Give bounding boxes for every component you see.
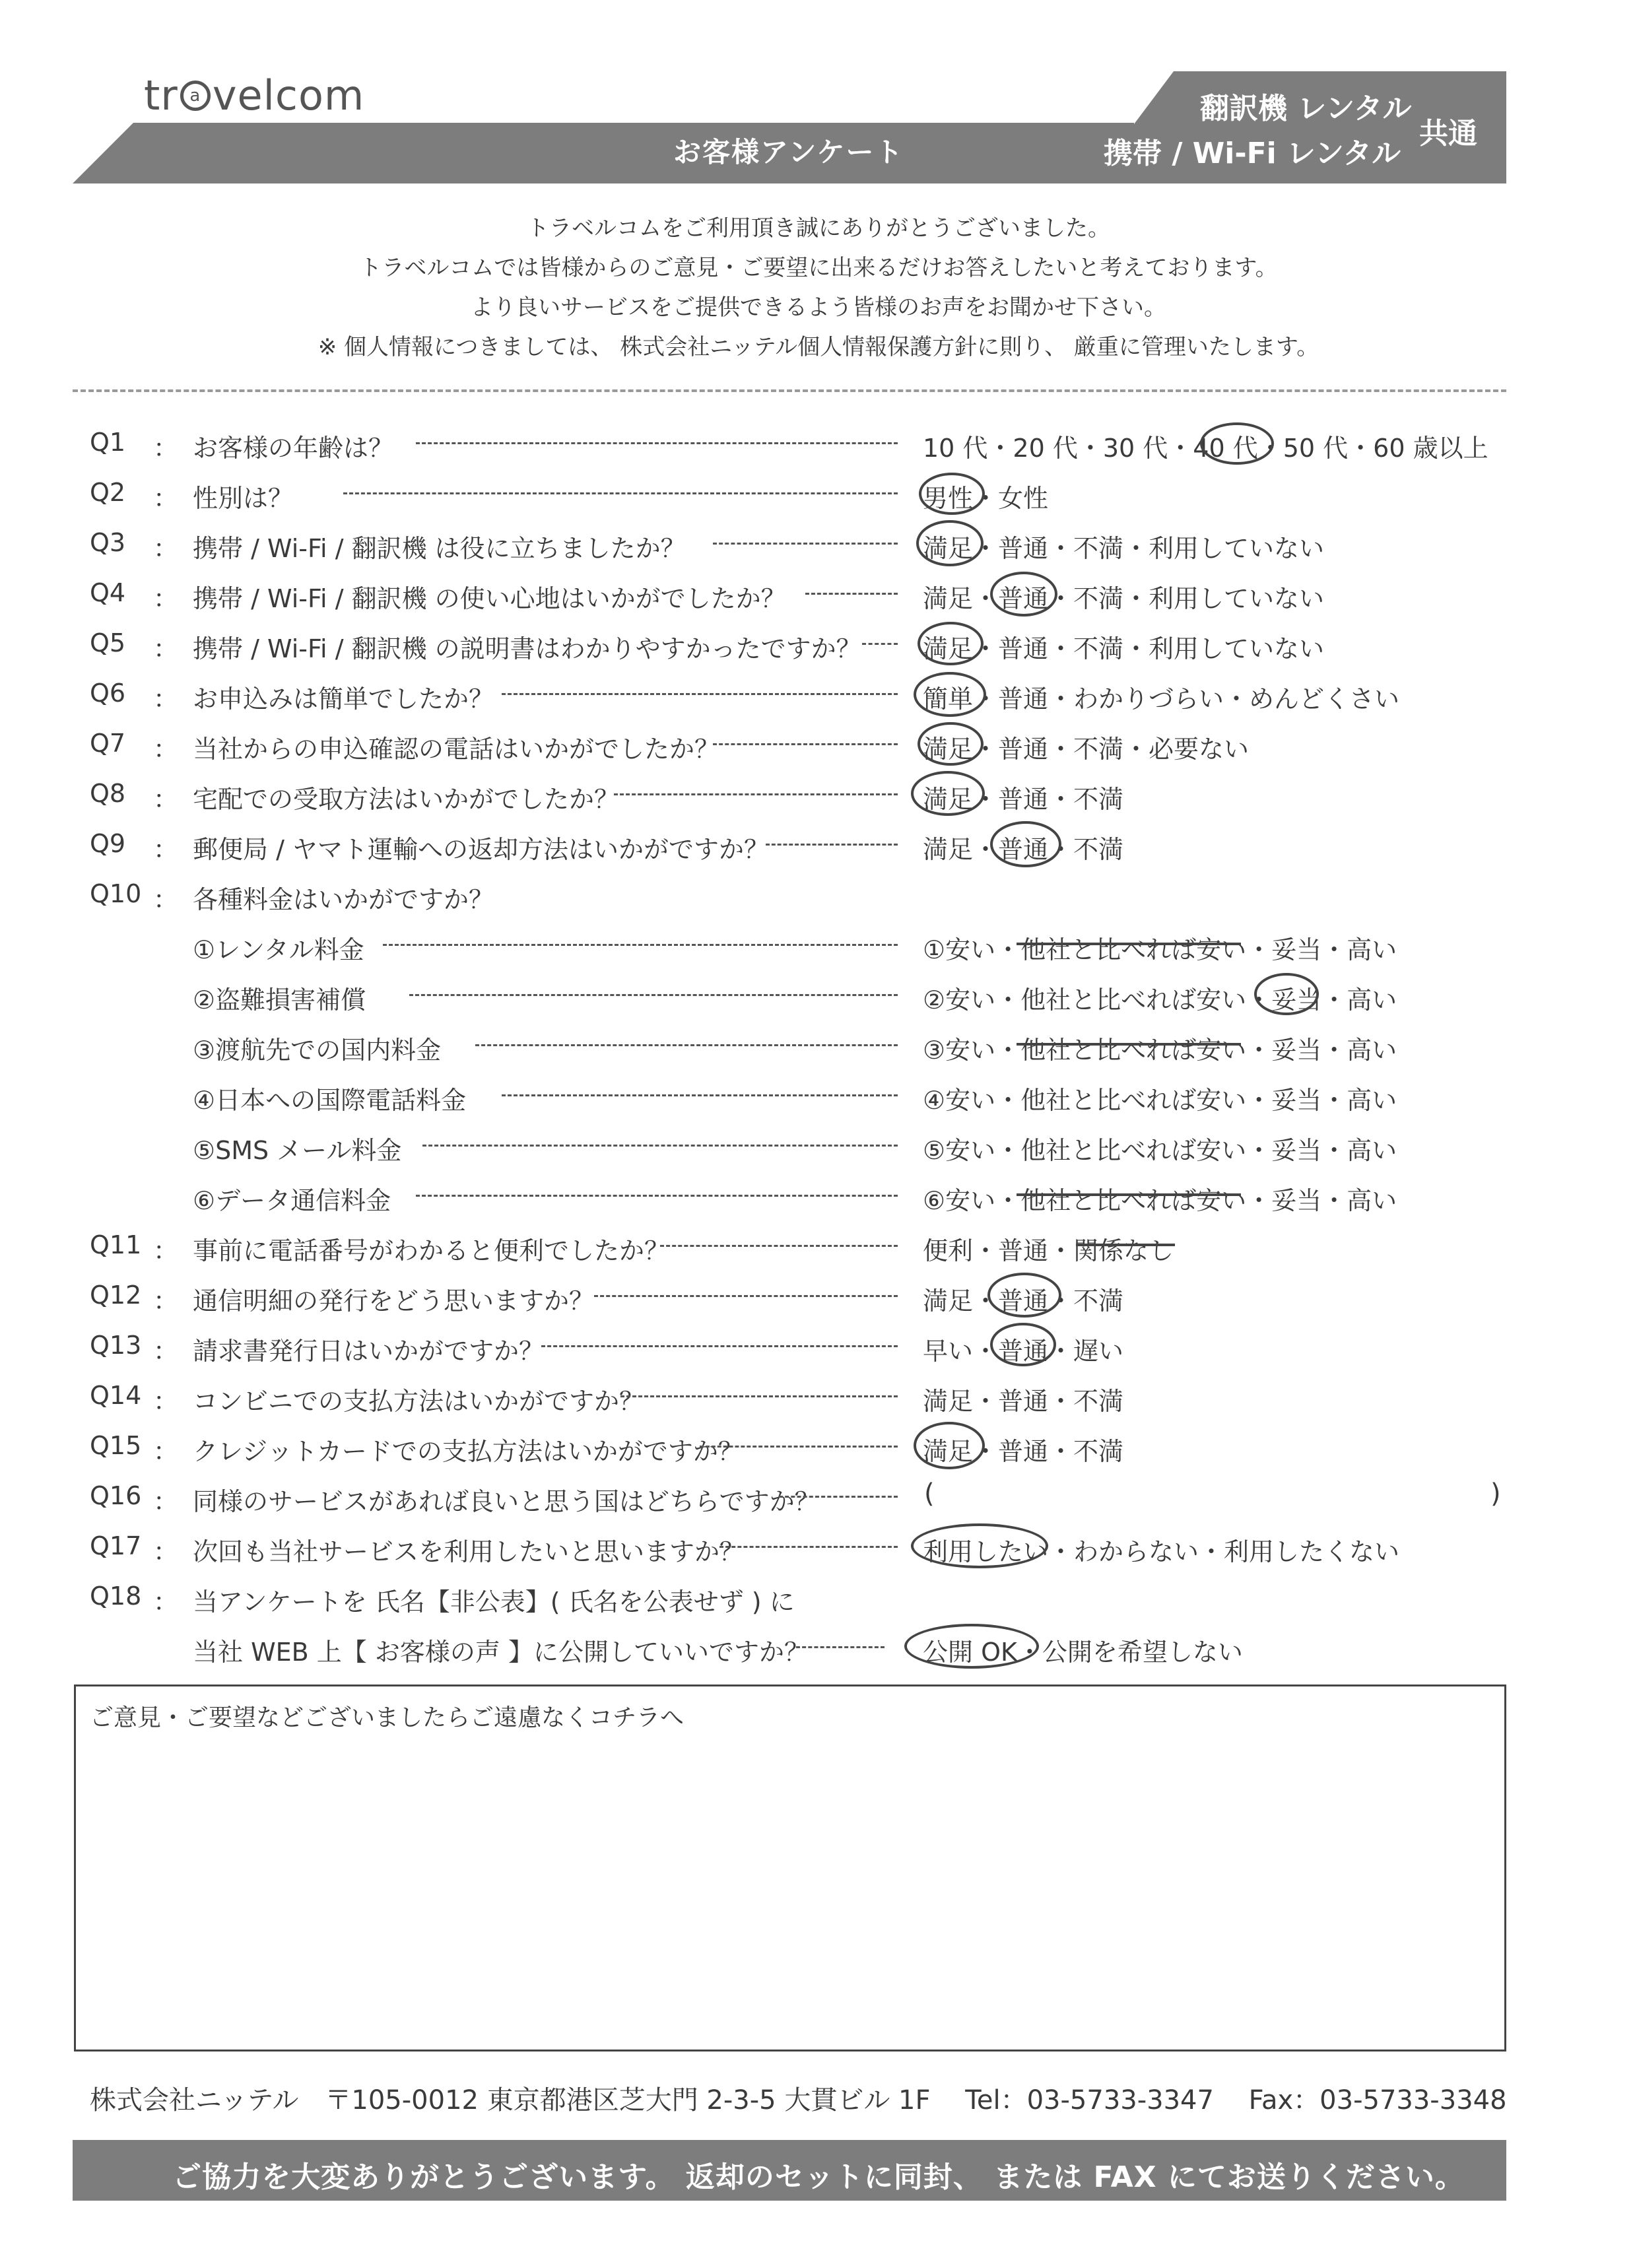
q10-colon: ： <box>153 885 179 914</box>
q11-question: 事前に電話番号がわかると便利でしたか？ <box>193 1236 670 1265</box>
q18-question-line2: 当社 WEB 上【 お客様の声 】に公開していいですか？ <box>193 1638 809 1667</box>
q8-number: Q8 <box>90 779 126 808</box>
header-banner-notch <box>73 123 133 183</box>
q6-number: Q6 <box>90 679 126 708</box>
q2-number: Q2 <box>90 478 126 507</box>
page-title: お客様アンケート <box>673 136 904 168</box>
q7-answer-options: 満足・普通・不満・必要ない <box>923 735 1250 764</box>
q5-selected-mark <box>918 622 984 665</box>
q9-answer-options: 満足・普通・不満 <box>923 835 1124 864</box>
tag-mobile-wifi-rental: 携帯 / Wi-Fi レンタル <box>1104 137 1401 170</box>
intro-line-2: トラベルコムでは皆様からのご意見・ご要望に出来るだけお答えしたいと考えております。 <box>359 255 1278 281</box>
q9-question: 郵便局 / ヤマト運輸への返却方法はいかがですか？ <box>193 835 769 864</box>
logo-mark: a <box>180 81 211 111</box>
q10-item-intl-call-label: ④日本への国際電話料金 <box>193 1086 467 1115</box>
q2-question: 性別は？ <box>193 484 294 513</box>
q8-colon: ： <box>153 785 179 814</box>
q15-answer-options: 満足・普通・不満 <box>923 1437 1124 1466</box>
q18-colon: ： <box>153 1587 179 1617</box>
q11-colon: ： <box>153 1236 179 1265</box>
q4-answer-options: 満足・普通・不満・利用していない <box>923 584 1325 613</box>
q15-colon: ： <box>153 1437 179 1466</box>
q16-question: 同様のサービスがあれば良いと思う国はどちらですか？ <box>193 1487 820 1516</box>
q9-leader <box>766 844 898 846</box>
logo-text-start: tr <box>144 71 178 119</box>
q5-answer-options: 満足・普通・不満・利用していない <box>923 634 1325 663</box>
q10-item-sms-label: ⑤SMS メール料金 <box>193 1136 402 1165</box>
q10-question: 各種料金はいかがですか？ <box>193 885 494 914</box>
service-tag-notch <box>1134 71 1174 124</box>
q13-selected-mark <box>990 1323 1056 1366</box>
q16-leader <box>779 1496 898 1498</box>
q16-colon: ： <box>153 1487 179 1516</box>
q1-answer-options: 10 代・20 代・30 代・40 代・50 代・60 歳以上 <box>923 434 1488 463</box>
q5-question: 携帯 / Wi-Fi / 翻訳機 の説明書はわかりやすかったですか？ <box>193 634 861 663</box>
q15-leader <box>700 1446 898 1448</box>
q4-colon: ： <box>153 584 179 613</box>
q10-item-domestic-mark <box>1017 1043 1241 1046</box>
q1-colon: ： <box>153 434 179 463</box>
q2-colon: ： <box>153 484 179 513</box>
q10-item-theft-answer: ②安い・他社と比べれば安い・妥当・高い <box>923 985 1397 1015</box>
comment-box[interactable] <box>74 1684 1506 2051</box>
q5-leader <box>862 643 898 645</box>
q8-question: 宅配での受取方法はいかがでしたか？ <box>193 785 620 814</box>
q12-answer-options: 満足・普通・不満 <box>923 1286 1124 1316</box>
q10-item-intl-call-answer: ④安い・他社と比べれば安い・妥当・高い <box>923 1086 1397 1115</box>
q18-number: Q18 <box>90 1582 142 1611</box>
q1-question: お客様の年齢は？ <box>193 434 394 463</box>
q18-leader <box>796 1646 885 1648</box>
q10-item-theft-mark <box>1254 973 1319 1015</box>
q15-selected-mark <box>914 1422 985 1469</box>
q7-leader <box>713 743 898 745</box>
q14-colon: ： <box>153 1387 179 1416</box>
q5-colon: ： <box>153 634 179 663</box>
q10-item-rental-answer: ①安い・他社と比べれば安い・妥当・高い <box>923 935 1397 964</box>
q11-leader <box>660 1245 898 1247</box>
q16-paren-open: ( <box>924 1479 935 1509</box>
q4-leader <box>805 593 898 595</box>
q17-leader <box>719 1546 898 1548</box>
q4-question: 携帯 / Wi-Fi / 翻訳機 の使い心地はいかがでしたか？ <box>193 584 786 613</box>
q6-answer-options: 簡単・普通・わかりづらい・めんどくさい <box>923 684 1400 714</box>
q10-item-domestic-label: ③渡航先での国内料金 <box>193 1036 442 1065</box>
comment-label: ご意見・ご要望などございましたらご遠慮なくコチラへ <box>90 1704 685 1731</box>
q8-answer-options: 満足・普通・不満 <box>923 785 1124 814</box>
q12-colon: ： <box>153 1286 179 1316</box>
q2-leader <box>343 492 898 494</box>
q9-colon: ： <box>153 835 179 864</box>
q3-question: 携帯 / Wi-Fi / 翻訳機 は役に立ちましたか？ <box>193 534 686 563</box>
q14-answer-options: 満足・普通・不満 <box>923 1387 1124 1416</box>
logo-text-end: velcom <box>212 71 365 119</box>
q2-answer-options: 男性・女性 <box>923 484 1049 513</box>
q4-selected-mark <box>990 572 1057 617</box>
q9-selected-mark <box>990 821 1061 867</box>
q6-selected-mark <box>914 672 986 717</box>
q17-number: Q17 <box>90 1531 142 1560</box>
q18-question-line1: 当アンケートを 氏名【非公表】( 氏名を公表せず ) に <box>193 1587 795 1617</box>
q10-item-domestic-leader <box>475 1044 898 1046</box>
q3-number: Q3 <box>90 528 126 557</box>
q16-number: Q16 <box>90 1481 142 1510</box>
q1-leader <box>416 442 898 444</box>
q13-number: Q13 <box>90 1331 142 1360</box>
q10-item-data-mark <box>1017 1193 1241 1196</box>
q11-selected-mark <box>1076 1244 1175 1246</box>
q3-selected-mark <box>916 520 984 566</box>
intro-line-3: より良いサービスをご提供できるよう皆様のお声をお聞かせ下さい。 <box>471 294 1166 321</box>
q10-item-rental-leader <box>383 944 898 946</box>
q15-number: Q15 <box>90 1431 142 1460</box>
q18-answer-options: 公開 OK・公開を希望しない <box>923 1638 1243 1667</box>
q1-number: Q1 <box>90 428 126 457</box>
q14-leader <box>620 1395 898 1397</box>
q11-answer-options: 便利・普通・関係なし <box>923 1236 1174 1265</box>
q3-colon: ： <box>153 534 179 563</box>
q9-number: Q9 <box>90 829 126 858</box>
q13-colon: ： <box>153 1337 179 1366</box>
q10-item-sms-answer: ⑤安い・他社と比べれば安い・妥当・高い <box>923 1136 1397 1165</box>
q5-number: Q5 <box>90 628 126 657</box>
q7-colon: ： <box>153 735 179 764</box>
q3-answer-options: 満足・普通・不満・利用していない <box>923 534 1325 563</box>
intro-line-1: トラベルコムをご利用頂き誠にありがとうございました。 <box>527 215 1110 242</box>
q15-question: クレジットカードでの支払方法はいかがですか？ <box>193 1437 743 1466</box>
q8-leader <box>614 793 898 795</box>
tag-common: 共通 <box>1419 117 1477 150</box>
q13-leader <box>541 1345 898 1347</box>
q4-number: Q4 <box>90 578 126 607</box>
q3-leader <box>713 543 898 545</box>
q10-item-rental-mark <box>1017 943 1241 945</box>
travelcom-logo <box>144 71 364 119</box>
tag-translator-rental: 翻訳機 レンタル <box>1200 92 1412 125</box>
intro-privacy-note: ※ 個人情報につきましては、 株式会社ニッテル個人情報保護方針に則り、 厳重に管理いたします。 <box>317 334 1320 360</box>
q12-number: Q12 <box>90 1281 142 1310</box>
q10-item-intl-call-leader <box>502 1094 898 1096</box>
q18-selected-mark <box>904 1624 1039 1669</box>
q1-selected-mark <box>1200 422 1274 465</box>
company-contact: 株式会社ニッテル 〒105-0012 東京都港区芝大門 2-3-5 大貫ビル 1F Tel：03-5733-3347 Fax：03-5733-3348 <box>90 2085 1507 2116</box>
footer-thanks: ご協力を大変ありがとうございます。 返却のセットに同封、 または FAX にてお送りください。 <box>172 2160 1465 2194</box>
q8-selected-mark <box>911 771 985 816</box>
q11-number: Q11 <box>90 1230 142 1259</box>
q12-question: 通信明細の発行をどう思いますか？ <box>193 1286 595 1316</box>
q10-item-domestic-answer: ③安い・他社と比べれば安い・妥当・高い <box>923 1036 1397 1065</box>
q7-selected-mark <box>918 722 984 766</box>
q17-selected-mark <box>911 1523 1048 1568</box>
q13-answer-options: 早い・普通・遅い <box>923 1337 1124 1366</box>
q7-question: 当社からの申込確認の電話はいかがでしたか？ <box>193 735 720 764</box>
q10-item-theft-leader <box>409 994 898 996</box>
q12-leader <box>594 1295 898 1297</box>
q17-question: 次回も当社サービスを利用したいと思いますか？ <box>193 1537 745 1566</box>
q10-item-data-answer: ⑥安い・他社と比べれば安い・妥当・高い <box>923 1186 1397 1215</box>
q14-number: Q14 <box>90 1381 142 1410</box>
q6-question: お申込みは簡単でしたか？ <box>193 684 494 714</box>
q10-item-data-label: ⑥データ通信料金 <box>193 1186 391 1215</box>
q10-item-theft-label: ②盗難損害補償 <box>193 985 366 1015</box>
q10-item-data-leader <box>416 1195 898 1197</box>
q17-answer-options: 利用したい・わからない・利用したくない <box>923 1537 1400 1566</box>
q13-question: 請求書発行日はいかがですか？ <box>193 1337 545 1366</box>
q7-number: Q7 <box>90 729 126 758</box>
q16-paren-close: ) <box>1490 1479 1501 1509</box>
q10-number: Q10 <box>90 879 142 908</box>
q6-colon: ： <box>153 684 179 714</box>
q10-item-rental-label: ①レンタル料金 <box>193 935 364 964</box>
q12-selected-mark <box>987 1273 1061 1317</box>
q17-colon: ： <box>153 1537 179 1566</box>
q2-selected-mark <box>919 473 985 515</box>
q14-question: コンビニでの支払方法はいかがですか？ <box>193 1387 645 1416</box>
separator <box>73 389 1506 392</box>
q10-item-sms-leader <box>422 1145 898 1147</box>
q6-leader <box>502 693 898 695</box>
